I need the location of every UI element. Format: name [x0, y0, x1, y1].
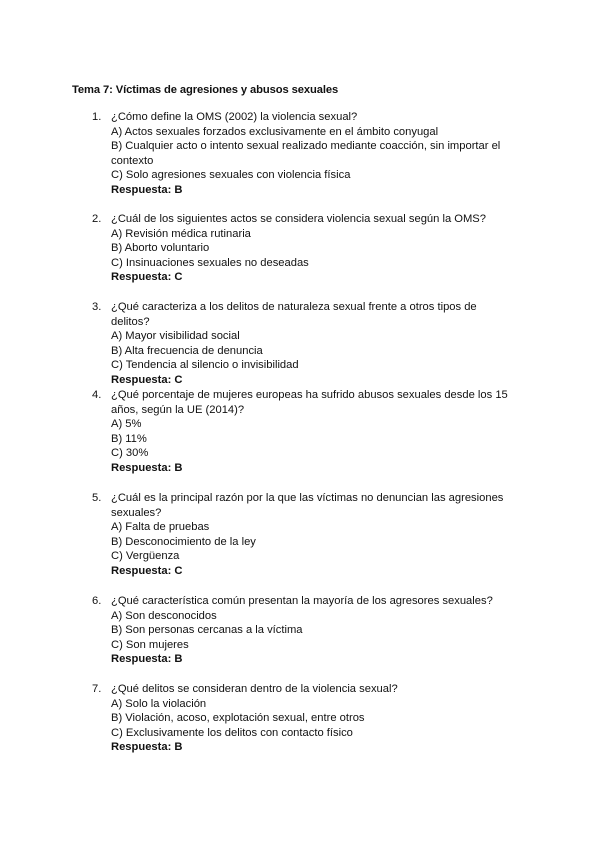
- option-c: C) Insinuaciones sexuales no deseadas: [111, 256, 309, 269]
- option-c: C) Vergüenza: [111, 550, 180, 563]
- question-text: ¿Qué caracteriza a los delitos de naturaleza sexual frente a otros tipos de delitos?: [111, 301, 477, 328]
- question-body: [111, 300, 511, 388]
- answer-value: B: [174, 183, 183, 196]
- document-title: Tema 7: Víctimas de agresiones y abusos sexuales: [72, 84, 339, 96]
- answer-value: B: [174, 653, 183, 666]
- option-c: C) Son mujeres: [111, 638, 189, 651]
- option-a: A) 5%: [111, 418, 142, 431]
- option-c: C) Solo agresiones sexuales con violencia física: [111, 169, 351, 182]
- question-body: [111, 682, 511, 755]
- option-a: A) Mayor visibilidad social: [111, 330, 240, 343]
- question-text: ¿Cuál de los siguientes actos se considera violencia sexual según la OMS?: [111, 213, 486, 225]
- answer-value: C: [174, 373, 183, 386]
- question-body: [111, 388, 511, 476]
- question-number: 4.: [92, 389, 102, 401]
- answer-line: [111, 564, 511, 579]
- answer-label: Respuesta:: [111, 741, 172, 754]
- question-body: [111, 594, 511, 667]
- question-body: [111, 212, 511, 285]
- answer-value: B: [174, 741, 183, 754]
- option-a: A) Actos sexuales forzados exclusivamente en el ámbito conyugal: [111, 125, 439, 138]
- question-number: 7.: [92, 683, 102, 695]
- question-number: 1.: [92, 111, 102, 123]
- option-a: A) Falta de pruebas: [111, 521, 210, 534]
- option-c: C) Exclusivamente los delitos con contacto físico: [111, 726, 353, 739]
- answer-value: C: [174, 271, 183, 284]
- question-number: 5.: [92, 492, 102, 504]
- answer-line: [111, 373, 511, 388]
- option-b: B) Violación, acoso, explotación sexual, entre otros: [111, 712, 365, 725]
- answer-label: Respuesta:: [111, 271, 172, 284]
- option-c: C) Tendencia al silencio o invisibilidad: [111, 359, 299, 372]
- answer-label: Respuesta:: [111, 461, 172, 474]
- answer-label: Respuesta:: [111, 653, 172, 666]
- option-c: C) 30%: [111, 447, 149, 460]
- question-body: [111, 110, 511, 198]
- option-a: A) Son desconocidos: [111, 609, 217, 622]
- answer-line: [111, 652, 511, 667]
- option-b: B) Son personas cercanas a la víctima: [111, 624, 303, 637]
- answer-label: Respuesta:: [111, 373, 172, 386]
- answer-value: C: [174, 564, 183, 577]
- answer-line: [111, 461, 511, 476]
- question-text: ¿Cómo define la OMS (2002) la violencia sexual?: [111, 111, 358, 123]
- question-text: ¿Qué característica común presentan la mayoría de los agresores sexuales?: [111, 595, 493, 607]
- question-text: ¿Qué delitos se consideran dentro de la violencia sexual?: [111, 683, 398, 695]
- answer-value: B: [174, 461, 183, 474]
- option-b: B) Alta frecuencia de denuncia: [111, 344, 263, 357]
- question-number: 6.: [92, 595, 102, 607]
- option-b: B) Cualquier acto o intento sexual realizado mediante coacción, sin importar el contexto: [111, 140, 501, 167]
- answer-line: [111, 183, 511, 198]
- question-text: ¿Qué porcentaje de mujeres europeas ha sufrido abusos sexuales desde los 15 años, según la UE (2014)?: [111, 389, 508, 416]
- question-number: 3.: [92, 301, 102, 313]
- option-b: B) Aborto voluntario: [111, 242, 210, 255]
- option-a: A) Revisión médica rutinaria: [111, 227, 251, 240]
- option-b: B) Desconocimiento de la ley: [111, 535, 256, 548]
- option-b: B) 11%: [111, 432, 147, 445]
- answer-label: Respuesta:: [111, 183, 172, 196]
- option-a: A) Solo la violación: [111, 697, 207, 710]
- question-number: 2.: [92, 213, 102, 225]
- answer-line: [111, 740, 511, 755]
- question-body: [111, 491, 511, 579]
- answer-label: Respuesta:: [111, 564, 172, 577]
- answer-line: [111, 270, 511, 285]
- question-text: ¿Cuál es la principal razón por la que las víctimas no denuncian las agresiones sexuales?: [111, 492, 504, 519]
